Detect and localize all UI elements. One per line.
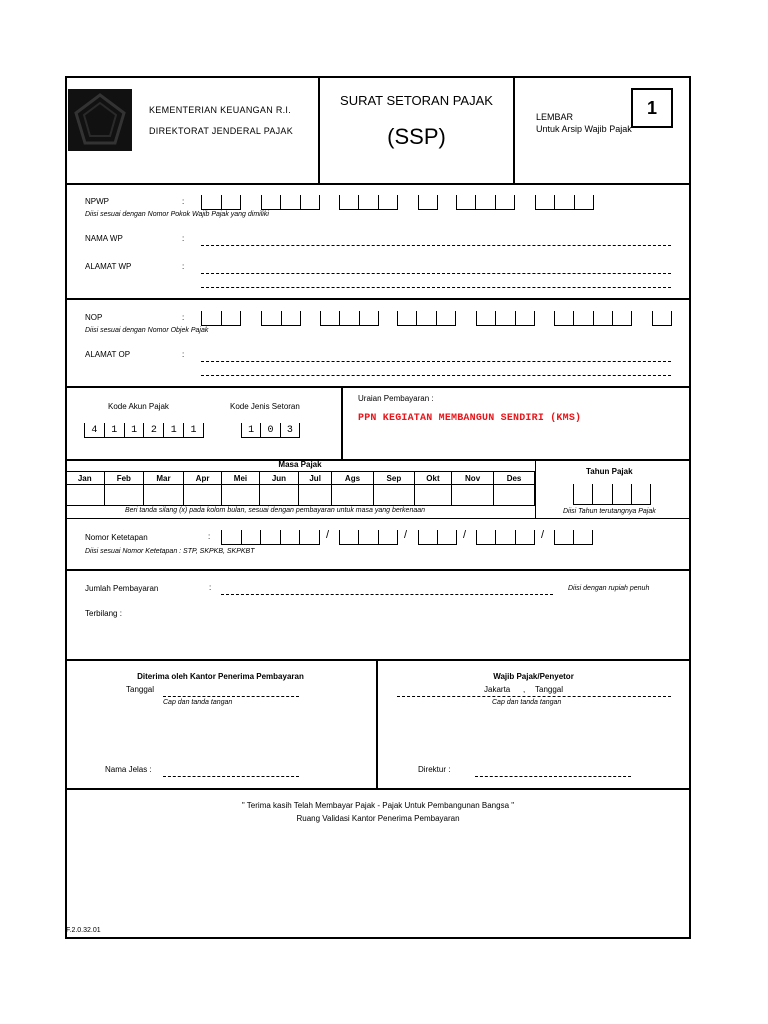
nop-box-1[interactable] — [201, 311, 241, 326]
nop-label: NOP — [85, 313, 103, 322]
month-sep: Sep — [373, 472, 414, 485]
sheet-label: LEMBAR — [536, 112, 574, 122]
month-checkbox[interactable] — [332, 485, 374, 506]
month-checkbox[interactable] — [144, 485, 184, 506]
month-checkbox[interactable] — [299, 485, 332, 506]
divider-header — [65, 183, 691, 185]
object-address-colon: : — [182, 350, 185, 359]
payer-comma: , — [523, 685, 526, 694]
frame-top — [65, 76, 691, 78]
assessment-label: Nomor Ketetapan — [85, 533, 148, 542]
month-checkbox[interactable] — [452, 485, 494, 506]
year-boxes[interactable] — [573, 484, 651, 505]
validation-area-label: Ruang Validasi Kantor Penerima Pembayaran — [296, 814, 460, 823]
receiver-date-label: Tanggal — [126, 685, 155, 694]
divider-object — [65, 386, 691, 388]
month-feb: Feb — [104, 472, 144, 485]
header-divider-2 — [513, 76, 515, 184]
month-okt: Okt — [414, 472, 451, 485]
nop-box-4[interactable] — [397, 311, 456, 326]
npwp-box-6[interactable] — [535, 195, 594, 210]
account-digit: 4 — [85, 423, 105, 437]
deposit-code-boxes[interactable] — [241, 423, 300, 438]
frame-bottom — [65, 937, 691, 939]
month-nov: Nov — [452, 472, 494, 485]
month-apr: Apr — [183, 472, 221, 485]
address-field-1[interactable] — [201, 273, 671, 274]
month-checkbox[interactable] — [414, 485, 451, 506]
month-checkbox[interactable] — [104, 485, 144, 506]
month-jul: Jul — [299, 472, 332, 485]
payer-stamp-hint: Cap dan tanda tangan — [492, 699, 562, 706]
amount-colon: : — [209, 583, 212, 592]
receiver-stamp-hint: Cap dan tanda tangan — [163, 699, 233, 706]
month-checkbox[interactable] — [222, 485, 259, 506]
address-colon: : — [182, 262, 185, 271]
month-checkbox[interactable] — [66, 485, 105, 506]
object-address-label: ALAMAT OP — [85, 350, 131, 359]
receiver-date-field[interactable] — [163, 696, 299, 697]
period-hint: Beri tanda silang (x) pada kolom bulan, sesuai dengan pembayaran untuk masa yang berkenaan — [125, 507, 426, 514]
address-field-2[interactable] — [201, 287, 671, 288]
nop-colon: : — [182, 313, 185, 322]
divider-assessment — [65, 569, 691, 571]
receiver-name-field[interactable] — [163, 776, 299, 777]
npwp-hint: Diisi sesuai dengan Nomor Pokok Wajib Pajak yang dimiliki — [85, 211, 269, 218]
month-des: Des — [494, 472, 535, 485]
amount-label: Jumlah Pembayaran — [85, 584, 159, 593]
address-label: ALAMAT WP — [85, 262, 132, 271]
month-jan: Jan — [66, 472, 105, 485]
account-code-label: Kode Akun Pajak — [108, 402, 169, 411]
sheet-purpose: Untuk Arsip Wajib Pajak — [536, 124, 632, 134]
object-address-field-2[interactable] — [201, 375, 671, 376]
assessment-slash: / — [404, 529, 408, 541]
directorate-name: DIREKTORAT JENDERAL PAJAK — [149, 126, 294, 136]
deposit-digit: 1 — [242, 423, 261, 437]
nop-box-5[interactable] — [476, 311, 535, 326]
deposit-digit: 3 — [286, 424, 293, 436]
payer-city[interactable]: Jakarta — [484, 685, 511, 694]
divider-payment — [65, 659, 691, 661]
month-grid — [65, 471, 535, 506]
account-digit: 1 — [125, 423, 145, 437]
assessment-box-1[interactable] — [221, 530, 320, 545]
nop-box-6[interactable] — [554, 311, 632, 326]
sheet-number: 1 — [631, 88, 673, 128]
payer-title: Wajib Pajak/Penyetor — [493, 672, 574, 681]
codes-divider — [341, 386, 343, 460]
divider-taxpayer — [65, 298, 691, 300]
assessment-colon: : — [208, 532, 211, 541]
npwp-box-5[interactable] — [456, 195, 515, 210]
form-code: F.2.0.32.01 — [66, 927, 101, 934]
month-checkbox[interactable] — [373, 485, 414, 506]
description-value[interactable]: PPN KEGIATAN MEMBANGUN SENDIRI (KMS) — [358, 413, 582, 424]
object-address-field-1[interactable] — [201, 361, 671, 362]
month-mei: Mei — [222, 472, 259, 485]
director-field[interactable] — [475, 776, 631, 777]
npwp-box-1[interactable] — [201, 195, 241, 210]
name-field[interactable] — [201, 245, 671, 246]
month-checkbox[interactable] — [259, 485, 299, 506]
month-check-row — [66, 485, 535, 506]
assessment-slash: / — [326, 529, 330, 541]
description-label: Uraian Pembayaran : — [358, 394, 434, 403]
npwp-box-3[interactable] — [339, 195, 398, 210]
payer-date-field[interactable] — [397, 696, 671, 697]
assessment-hint: Diisi sesuai Nomor Ketetapan : STP, SKPKB, SKPKBT — [85, 548, 255, 555]
amount-hint: Diisi dengan rupiah penuh — [568, 585, 650, 592]
year-hint: Diisi Tahun terutangnya Pajak — [563, 508, 656, 515]
month-mar: Mar — [144, 472, 184, 485]
assessment-box-2[interactable] — [339, 530, 398, 545]
npwp-colon: : — [182, 197, 185, 206]
name-label: NAMA WP — [85, 234, 123, 243]
assessment-box-3[interactable] — [418, 530, 457, 545]
period-title: Masa Pajak — [278, 460, 322, 469]
divider-period — [65, 518, 691, 519]
divider-signatures — [65, 788, 691, 790]
nop-box-7[interactable] — [652, 311, 672, 326]
form-title: SURAT SETORAN PAJAK — [340, 93, 493, 108]
assessment-slash: / — [463, 529, 467, 541]
nop-box-3[interactable] — [320, 311, 379, 326]
deposit-digit: 0 — [261, 423, 280, 437]
month-ags: Ags — [332, 472, 374, 485]
npwp-box-2[interactable] — [261, 195, 320, 210]
payer-date-label: Tanggal — [535, 685, 564, 694]
month-jun: Jun — [259, 472, 299, 485]
director-label: Direktur : — [418, 765, 451, 774]
form-abbrev: (SSP) — [387, 124, 446, 149]
account-digit: 2 — [144, 423, 164, 437]
assessment-box-5[interactable] — [554, 530, 593, 545]
name-colon: : — [182, 234, 185, 243]
assessment-slash: / — [541, 529, 545, 541]
thanks-note: " Terima kasih Telah Membayar Pajak - Pajak Untuk Pembangunan Bangsa " — [241, 801, 515, 810]
npwp-box-4[interactable] — [418, 195, 438, 210]
assessment-box-4[interactable] — [476, 530, 535, 545]
ministry-logo — [68, 89, 132, 151]
amount-field[interactable] — [221, 594, 553, 595]
receiver-title: Diterima oleh Kantor Penerima Pembayaran — [137, 672, 304, 681]
account-digit: 1 — [164, 423, 184, 437]
npwp-label: NPWP — [85, 197, 109, 206]
deposit-code-label: Kode Jenis Setoran — [230, 402, 300, 411]
nop-hint: Diisi sesuai dengan Nomor Objek Pajak — [85, 327, 209, 334]
month-checkbox[interactable] — [183, 485, 221, 506]
nop-box-2[interactable] — [261, 311, 301, 326]
receiver-name-label: Nama Jelas : — [105, 765, 152, 774]
ministry-name: KEMENTERIAN KEUANGAN R.I. — [149, 105, 292, 115]
account-code-boxes[interactable] — [84, 423, 204, 438]
year-label: Tahun Pajak — [586, 467, 633, 476]
year-divider — [535, 460, 536, 519]
account-digit: 1 — [105, 423, 125, 437]
account-digit: 1 — [190, 424, 197, 436]
spelled-label: Terbilang : — [85, 609, 122, 618]
month-checkbox[interactable] — [494, 485, 535, 506]
month-header-row — [66, 472, 535, 485]
